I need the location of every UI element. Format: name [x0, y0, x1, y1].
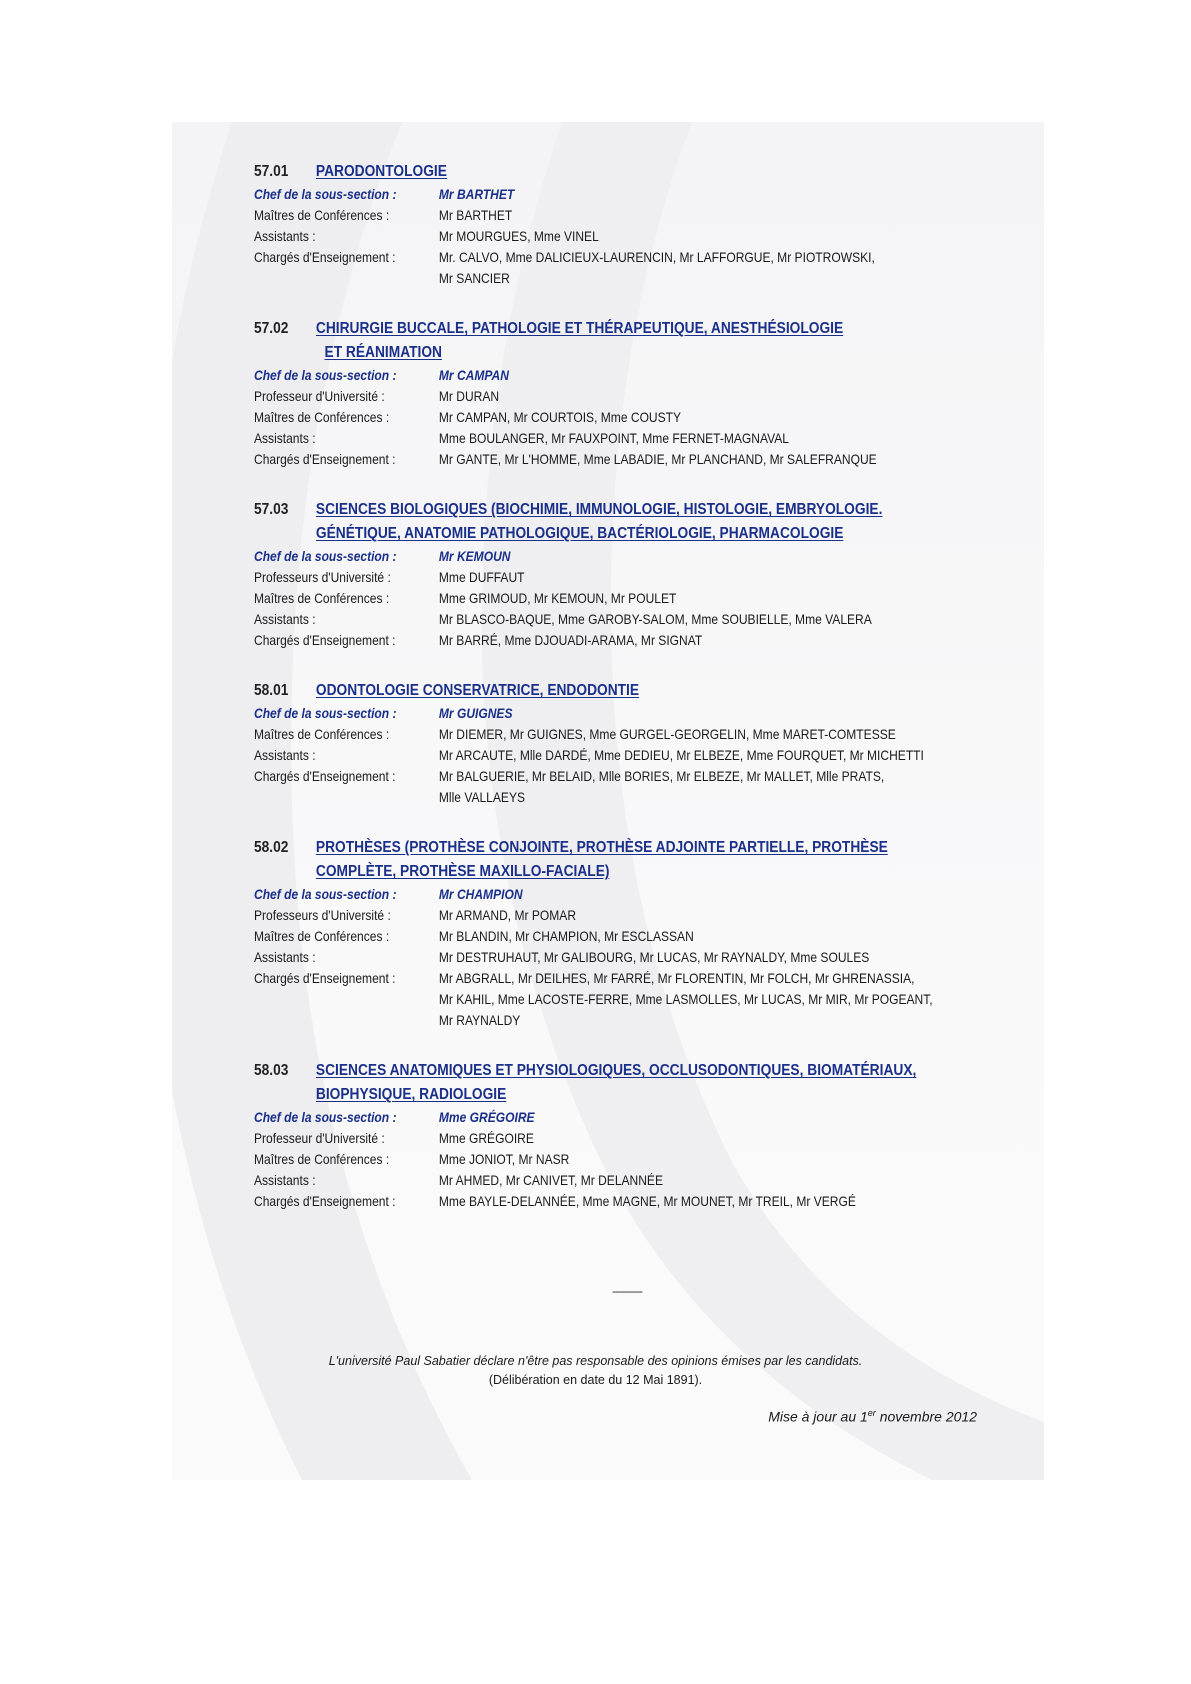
section-heading [254, 498, 1034, 522]
update-suffix: novembre 2012 [875, 1408, 977, 1425]
staff-row-continuation [254, 787, 1034, 808]
staff-names: Mme BAYLE-DELANNÉE, Mme MAGNE, Mr MOUNET, Mr TREIL, Mr VERGÉ [438, 1193, 856, 1209]
staff-names-continued: Mr KAHIL, Mme LACOSTE-FERRE, Mme LASMOLLES, Mr LUCAS, Mr MIR, Mr POGEANT, [438, 991, 933, 1007]
section-title-line-2: BIOPHYSIQUE, RADIOLOGIE [315, 1086, 507, 1103]
staff-names: Mr CAMPAN, Mr COURTOIS, Mme COUSTY [438, 409, 682, 425]
disclaimer [0, 1352, 1191, 1390]
staff-row [254, 926, 1034, 947]
staff-role-label: Maîtres de Conférences : [254, 207, 390, 223]
staff-role-label: Maîtres de Conférences : [254, 590, 390, 606]
section-heading [254, 160, 1034, 184]
staff-role-label: Chargés d'Enseignement : [254, 970, 396, 986]
staff-role-label: Maîtres de Conférences : [254, 928, 390, 944]
separator-line: ---------- [612, 1284, 642, 1298]
staff-role-label: Assistants : [254, 430, 316, 446]
chef-label: Chef de la sous-section : [254, 1109, 397, 1125]
staff-role-label: Assistants : [254, 747, 316, 763]
chef-label: Chef de la sous-section : [254, 186, 397, 202]
staff-role-label: Professeurs d'Université : [254, 907, 391, 923]
staff-names: Mr BLASCO-BAQUE, Mme GAROBY-SALOM, Mme SOUBIELLE, Mme VALERA [438, 611, 872, 627]
section-title-line-2: ET RÉANIMATION [324, 344, 442, 361]
section-code: 57.01 [254, 163, 289, 180]
staff-role-label: Professeurs d'Université : [254, 569, 391, 585]
section-title-continuation-row [254, 860, 1034, 884]
section-code: 58.02 [254, 839, 289, 856]
chef-row [254, 546, 1034, 567]
indent-spacer [254, 522, 316, 546]
staff-role-label: Assistants : [254, 228, 316, 244]
staff-row [254, 1191, 1034, 1212]
section-title: PROTHÈSES (PROTHÈSE CONJOINTE, PROTHÈSE ADJOINTE PARTIELLE, PROTHÈSE [315, 839, 888, 856]
staff-names: Mr GANTE, Mr L'HOMME, Mme LABADIE, Mr PLANCHAND, Mr SALEFRANQUE [438, 451, 877, 467]
staff-row-continuation [254, 268, 1034, 289]
staff-names: Mme GRÉGOIRE [438, 1130, 534, 1146]
staff-names-continued: Mr SANCIER [438, 270, 510, 286]
staff-row [254, 609, 1034, 630]
staff-names: Mr ABGRALL, Mr DEILHES, Mr FARRÉ, Mr FLORENTIN, Mr FOLCH, Mr GHRENASSIA, [438, 970, 915, 986]
staff-row [254, 226, 1034, 247]
staff-names-continued: Mlle VALLAEYS [438, 789, 526, 805]
staff-row [254, 567, 1034, 588]
section-code: 57.02 [254, 320, 289, 337]
staff-names: Mr DESTRUHAUT, Mr GALIBOURG, Mr LUCAS, Mr RAYNALDY, Mme SOULES [438, 949, 870, 965]
staff-row-continuation [254, 1010, 1034, 1031]
staff-row [254, 1170, 1034, 1191]
update-prefix: Mise à jour au 1 [768, 1408, 868, 1425]
section-heading [254, 1059, 1034, 1083]
staff-role-label: Chargés d'Enseignement : [254, 451, 396, 467]
chef-value: Mr BARTHET [438, 186, 515, 202]
staff-row [254, 630, 1034, 651]
chef-value: Mr CHAMPION [438, 886, 523, 902]
indent-spacer [254, 1083, 316, 1107]
chef-row [254, 1107, 1034, 1128]
update-date [768, 1408, 977, 1425]
document-body [254, 160, 1034, 1240]
staff-row [254, 386, 1034, 407]
section-heading [254, 317, 1034, 341]
staff-row [254, 449, 1034, 470]
chef-label: Chef de la sous-section : [254, 886, 397, 902]
section-58-02 [254, 836, 1034, 1031]
empty-label [254, 989, 439, 1010]
staff-row [254, 745, 1034, 766]
staff-row-continuation [254, 989, 1034, 1010]
section-code: 57.03 [254, 501, 289, 518]
staff-row [254, 428, 1034, 449]
empty-label [254, 787, 439, 808]
staff-names: Mr DIEMER, Mr GUIGNES, Mme GURGEL-GEORGELIN, Mme MARET-COMTESSE [438, 726, 896, 742]
staff-names: Mr BLANDIN, Mr CHAMPION, Mr ESCLASSAN [438, 928, 694, 944]
staff-names: Mr. CALVO, Mme DALICIEUX-LAURENCIN, Mr LAFFORGUE, Mr PIOTROWSKI, [438, 249, 875, 265]
staff-role-label: Maîtres de Conférences : [254, 726, 390, 742]
staff-names: Mr MOURGUES, Mme VINEL [438, 228, 599, 244]
section-title: CHIRURGIE BUCCALE, PATHOLOGIE ET THÉRAPEUTIQUE, ANESTHÉSIOLOGIE [315, 320, 844, 337]
staff-row [254, 905, 1034, 926]
staff-role-label: Professeur d'Université : [254, 388, 385, 404]
staff-role-label: Assistants : [254, 949, 316, 965]
staff-names: Mr BALGUERIE, Mr BELAID, Mlle BORIES, Mr ELBEZE, Mr MALLET, Mlle PRATS, [438, 768, 885, 784]
chef-label: Chef de la sous-section : [254, 548, 397, 564]
section-code: 58.01 [254, 682, 289, 699]
staff-row [254, 968, 1034, 989]
staff-role-label: Chargés d'Enseignement : [254, 768, 396, 784]
staff-row [254, 1128, 1034, 1149]
chef-value: Mr GUIGNES [438, 705, 513, 721]
indent-spacer [254, 341, 325, 365]
chef-label: Chef de la sous-section : [254, 367, 397, 383]
staff-names: Mr ARCAUTE, Mlle DARDÉ, Mme DEDIEU, Mr ELBEZE, Mme FOURQUET, Mr MICHETTI [438, 747, 924, 763]
staff-names: Mme JONIOT, Mr NASR [438, 1151, 570, 1167]
empty-label [254, 1010, 439, 1031]
staff-names: Mr AHMED, Mr CANIVET, Mr DELANNÉE [438, 1172, 664, 1188]
staff-row [254, 1149, 1034, 1170]
staff-row [254, 247, 1034, 268]
staff-row [254, 205, 1034, 226]
section-57-03 [254, 498, 1034, 651]
section-title-continuation-row [254, 1083, 1034, 1107]
chef-row [254, 703, 1034, 724]
chef-label: Chef de la sous-section : [254, 705, 397, 721]
section-title-line-2: COMPLÈTE, PROTHÈSE MAXILLO-FACIALE) [315, 863, 610, 880]
staff-role-label: Maîtres de Conférences : [254, 1151, 390, 1167]
chef-value: Mme GRÉGOIRE [438, 1109, 535, 1125]
staff-row [254, 947, 1034, 968]
staff-role-label: Assistants : [254, 1172, 316, 1188]
staff-names: Mme DUFFAUT [438, 569, 525, 585]
staff-names: Mr ARMAND, Mr POMAR [438, 907, 577, 923]
staff-role-label: Professeur d'Université : [254, 1130, 385, 1146]
disclaimer-line-1: L'université Paul Sabatier déclare n'être pas responsable des opinions émises par les candidats. [328, 1354, 863, 1368]
section-title-continuation-row [254, 522, 1034, 546]
section-57-01 [254, 160, 1034, 289]
staff-names: Mr BARTHET [438, 207, 513, 223]
staff-row [254, 407, 1034, 428]
indent-spacer [254, 860, 316, 884]
update-superscript: er [867, 1408, 876, 1418]
chef-row [254, 884, 1034, 905]
section-58-03 [254, 1059, 1034, 1212]
section-title: SCIENCES BIOLOGIQUES (BIOCHIMIE, IMMUNOLOGIE, HISTOLOGIE, EMBRYOLOGIE. [315, 501, 883, 518]
empty-label [254, 268, 439, 289]
section-58-01 [254, 679, 1034, 808]
section-title: SCIENCES ANATOMIQUES ET PHYSIOLOGIQUES, OCCLUSODONTIQUES, BIOMATÉRIAUX, [315, 1062, 917, 1079]
staff-role-label: Maîtres de Conférences : [254, 409, 390, 425]
chef-value: Mr KEMOUN [438, 548, 511, 564]
staff-role-label: Chargés d'Enseignement : [254, 1193, 396, 1209]
staff-role-label: Chargés d'Enseignement : [254, 632, 396, 648]
section-title-continuation-row [254, 341, 1034, 365]
section-title: ODONTOLOGIE CONSERVATRICE, ENDODONTIE [315, 682, 640, 699]
section-title-line-2: GÉNÉTIQUE, ANATOMIE PATHOLOGIQUE, BACTÉRIOLOGIE, PHARMACOLOGIE [315, 525, 844, 542]
chef-value: Mr CAMPAN [438, 367, 509, 383]
section-heading [254, 836, 1034, 860]
staff-names-continued: Mr RAYNALDY [438, 1012, 521, 1028]
staff-role-label: Assistants : [254, 611, 316, 627]
chef-row [254, 365, 1034, 386]
staff-names: Mme BOULANGER, Mr FAUXPOINT, Mme FERNET-MAGNAVAL [438, 430, 790, 446]
staff-names: Mme GRIMOUD, Mr KEMOUN, Mr POULET [438, 590, 677, 606]
section-heading [254, 679, 1034, 703]
section-code: 58.03 [254, 1062, 289, 1079]
staff-row [254, 724, 1034, 745]
section-57-02 [254, 317, 1034, 470]
staff-row [254, 766, 1034, 787]
disclaimer-line-2: (Délibération en date du 12 Mai 1891). [488, 1373, 703, 1387]
staff-role-label: Chargés d'Enseignement : [254, 249, 396, 265]
staff-row [254, 588, 1034, 609]
section-title: PARODONTOLOGIE [315, 163, 447, 180]
staff-names: Mr BARRÉ, Mme DJOUADI-ARAMA, Mr SIGNAT [438, 632, 703, 648]
chef-row [254, 184, 1034, 205]
staff-names: Mr DURAN [438, 388, 500, 404]
